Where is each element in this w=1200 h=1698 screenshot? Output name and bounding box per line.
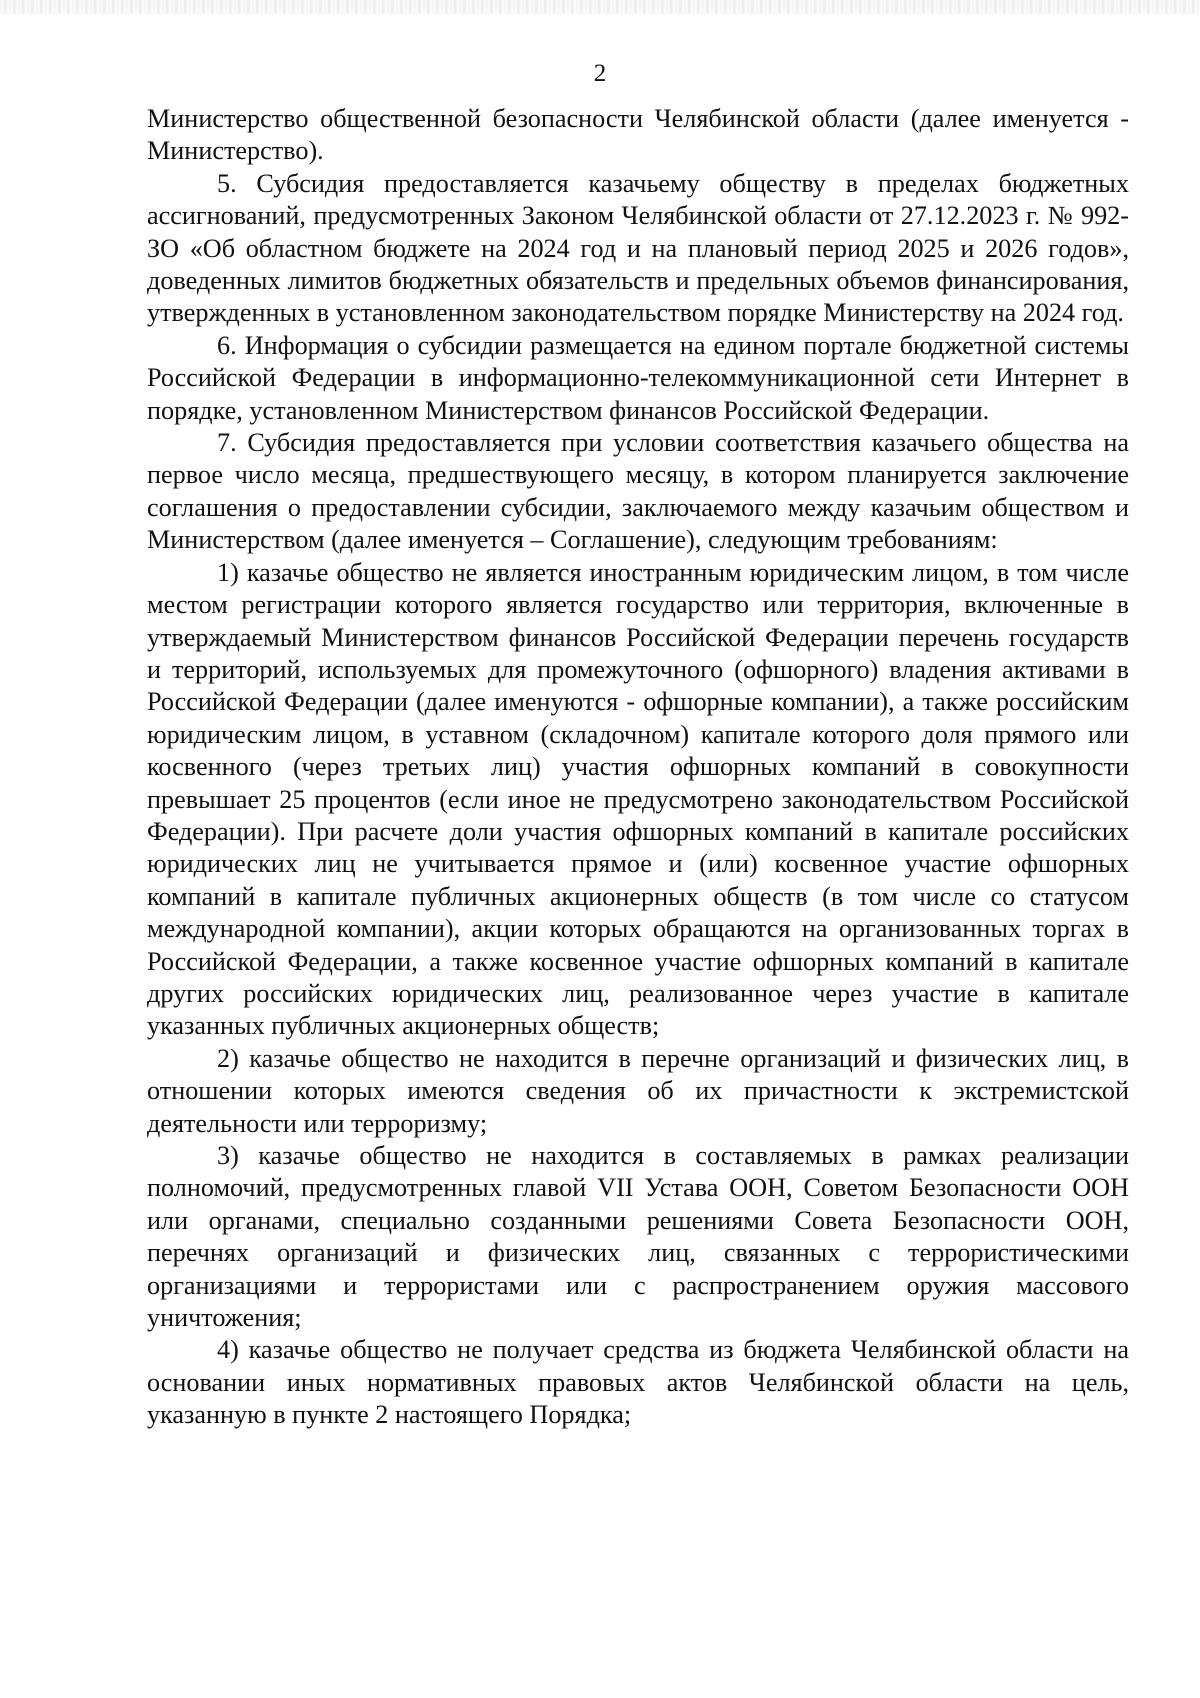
paragraph-item-5: 5. Субсидия предоставляется казачьему обществу в пределах бюджетных ассигнований, предусмотренных Законом Челябинской области от 27.12.2023 г. № 992-ЗО «Об областном бюджете на 2024 год и на плановый период 2025 и 2026 годов», доведенных лимитов бюджетных обязательств и предельных объемов финансирования, утвержденных в установленном законодательством порядке Министерству на 2024 год. [147, 168, 1129, 328]
paragraph-requirement-1: 1) казачье общество не является иностранным юридическим лицом, в том числе местом регистрации которого является государство или территория, включенные в утверждаемый Министерством финансов Российской Федерации перечень государств и территорий, используемых для промежуточного (офшорного) владения активами в Российской Федерации (далее именуются - офшорные компании), а также российским юридическим лицом, в уставном (складочном) капитале которого доля прямого или косвенного (через третьих лиц) участия офшорных компаний в совокупности превышает 25 процентов (если иное не предусмотрено законодательством Российской Федерации). При расчете доли участия офшорных компаний в капитале российских юридических лиц не учитывается прямое и (или) косвенное участие офшорных компаний в капитале публичных акционерных обществ (в том числе со статусом международной компании), акции которых обращаются на организованных торгах в Российской Федерации, а также косвенное участие офшорных компаний в капитале других российских юридических лиц, реализованное через участие в капитале указанных публичных акционерных обществ; [147, 557, 1129, 1041]
paragraph-requirement-4: 4) казачье общество не получает средства из бюджета Челябинской области на основании иных нормативных правовых актов Челябинской области на цель, указанную в пункте 2 настоящего Порядка; [147, 1335, 1129, 1430]
paragraph-item-6: 6. Информация о субсидии размещается на едином портале бюджетной системы Российской Федерации в информационно-телекоммуникационной сети Интернет в порядке, установленном Министерством финансов Российской Федерации. [147, 330, 1129, 425]
page-number: 2 [593, 60, 607, 87]
scan-edge-artifact [0, 0, 1200, 14]
paragraph-continuation: Министерство общественной безопасности Челябинской области (далее именуется - Министерство). [147, 104, 1129, 166]
paragraph-requirement-2: 2) казачье общество не находится в перечне организаций и физических лиц, в отношении которых имеются сведения об их причастности к экстремистской деятельности или терроризму; [147, 1043, 1129, 1138]
document-body [147, 103, 1129, 1432]
paragraph-item-7: 7. Субсидия предоставляется при условии соответствия казачьего общества на первое число месяца, предшествующего месяцу, в котором планируется заключение соглашения о предоставлении субсидии, заключаемого между казачьим обществом и Министерством (далее именуется – Соглашение), следующим требованиям: [147, 428, 1129, 555]
paragraph-requirement-3: 3) казачье общество не находится в составляемых в рамках реализации полномочий, предусмотренных главой VII Устава ООН, Советом Безопасности ООН или органами, специально созданными решениями Совета Безопасности ООН, перечнях организаций и физических лиц, связанных с террористическими организациями и террористами или с распространением оружия массового уничтожения; [147, 1141, 1129, 1333]
